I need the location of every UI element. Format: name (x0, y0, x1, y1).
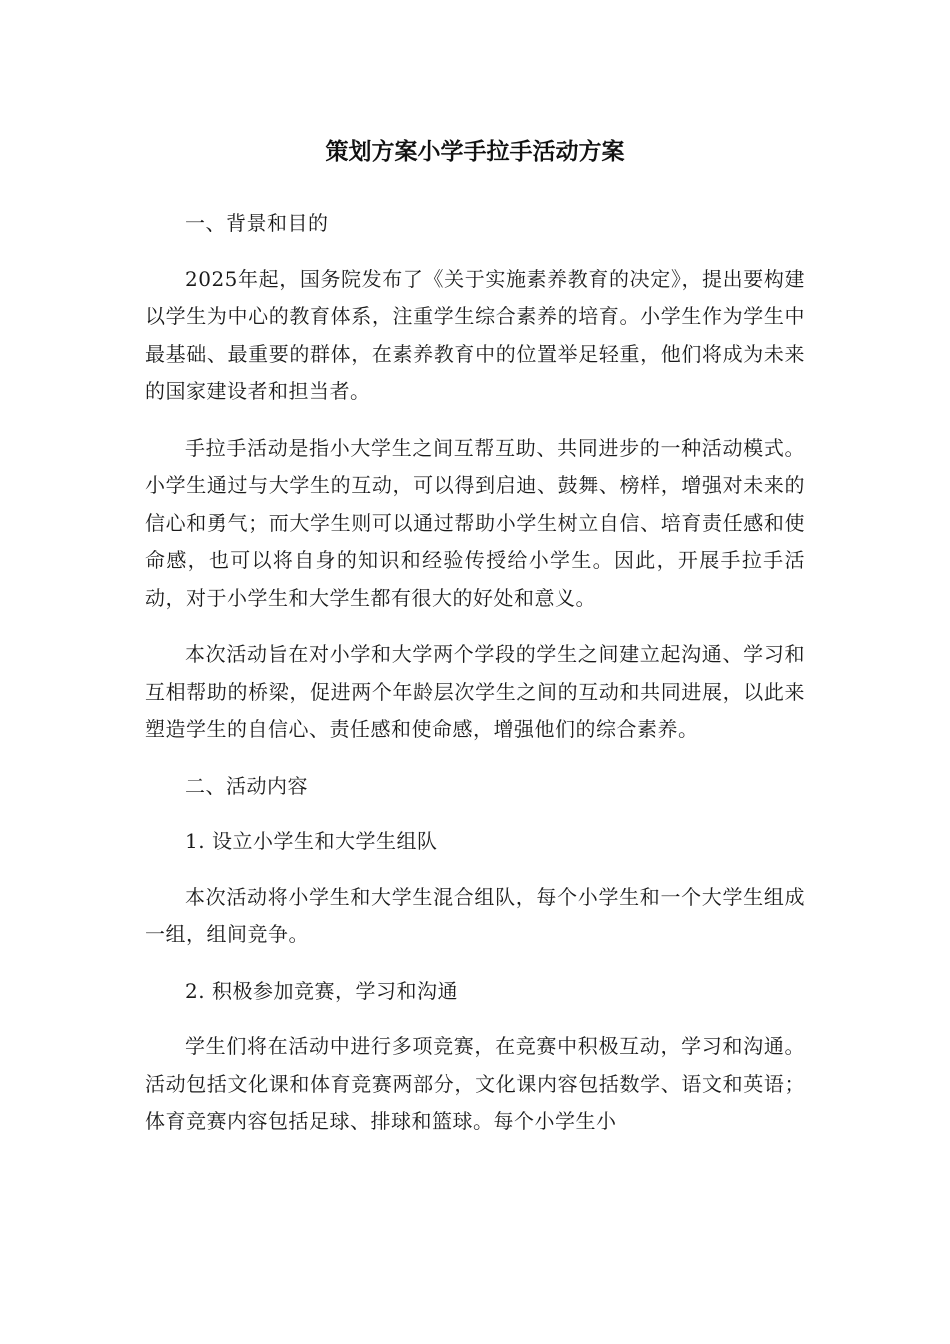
paragraph-team-setup: 本次活动将小学生和大学生混合组队，每个小学生和一个大学生组成一组，组间竞争。 (145, 884, 805, 946)
section-heading-content: 二、活动内容 (185, 773, 308, 798)
document-body (145, 205, 805, 1160)
paragraph-activity-definition: 手拉手活动是指小大学生之间互帮互助、共同进步的一种活动模式。小学生通过与大学生的互动，可以得到启迪、鼓舞、榜样，增强对未来的信心和勇气；而大学生则可以通过帮助小学生树立自信、培育责任感和使命感，也可以将自身的知识和经验传授给小学生。因此，开展手拉手活动，对于小学生和大学生都有很大的好处和意义。 (145, 435, 805, 610)
subheading-team-setup: 1. 设立小学生和大学生组队 (185, 829, 438, 853)
paragraph-policy: 2025年起，国务院发布了《关于实施素养教育的决定》，提出要构建以学生为中心的教育体系，注重学生综合素养的培育。小学生作为学生中最基础、最重要的群体，在素养教育中的位置举足轻重，他们将成为未来的国家建设者和担当者。 (145, 266, 805, 403)
paragraph-competitions: 学生们将在活动中进行多项竞赛，在竞赛中积极互动，学习和沟通。活动包括文化课和体育竞赛两部分，文化课内容包括数学、语文和英语；体育竞赛内容包括足球、排球和篮球。每个小学生小 (145, 1034, 805, 1133)
section-heading-background: 一、背景和目的 (185, 211, 329, 235)
subheading-competitions: 2. 积极参加竞赛，学习和沟通 (185, 978, 458, 1003)
paragraph-activity-purpose: 本次活动旨在对小学和大学两个学段的学生之间建立起沟通、学习和互相帮助的桥梁，促进两个年龄层次学生之间的互动和共同进展，以此来塑造学生的自信心、责任感和使命感，增强他们的综合素养。 (145, 642, 805, 741)
document-title: 策划方案小学手拉手活动方案 (325, 139, 625, 165)
